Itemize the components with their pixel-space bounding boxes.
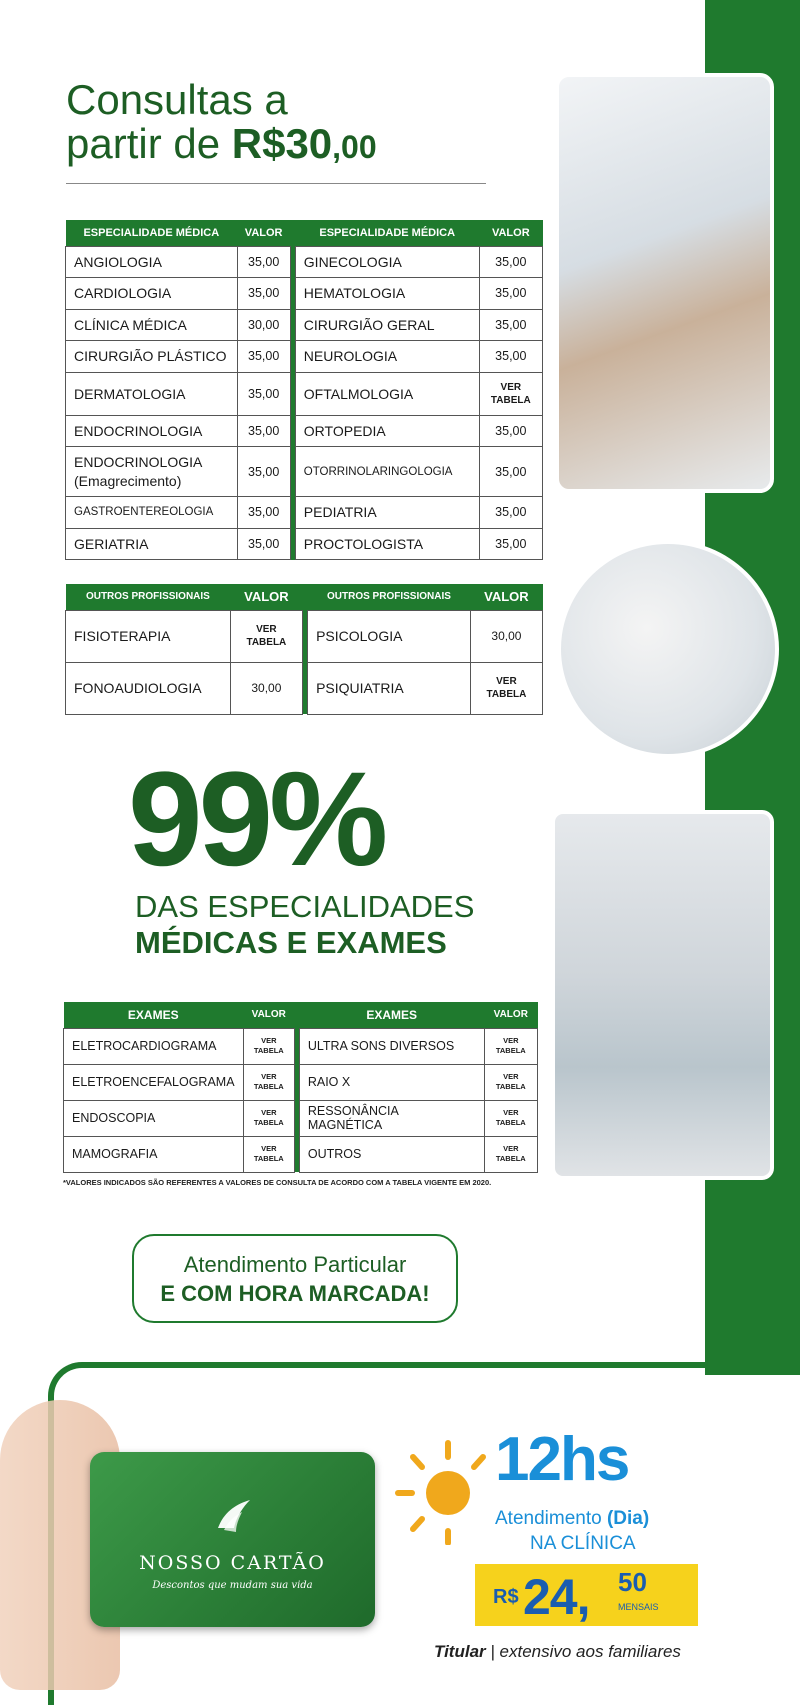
- value-cell: [243, 1136, 294, 1172]
- ver-tabela-label: VER TABELA: [246, 624, 287, 648]
- price-integer: 24,: [523, 1569, 590, 1625]
- table-row: [64, 1028, 538, 1064]
- exames-table: [63, 1002, 538, 1173]
- table-row: [64, 1136, 538, 1172]
- table-row: [66, 341, 543, 373]
- value-cell: 35,00: [479, 497, 542, 529]
- value-cell: 35,00: [479, 278, 542, 310]
- specialty-cell: GERIATRIA: [66, 528, 238, 560]
- exam-cell: RESSONÂNCIA MAGNÉTICA: [299, 1100, 484, 1136]
- value-cell: 35,00: [237, 372, 290, 415]
- exam-cell: RAIO X: [299, 1064, 484, 1100]
- appointment-badge: [132, 1234, 458, 1323]
- membership-card: [90, 1452, 375, 1627]
- value-cell: 30,00: [470, 610, 542, 662]
- exam-cell: ELETROCARDIOGRAMA: [64, 1028, 244, 1064]
- value-cell: 35,00: [237, 246, 290, 278]
- specialty-cell: GINECOLOGIA: [295, 246, 479, 278]
- title-cents: ,00: [332, 129, 377, 165]
- sun-icon: [388, 1435, 498, 1545]
- specialty-cell: CIRURGIÃO GERAL: [295, 309, 479, 341]
- profession-cell: FISIOTERAPIA: [66, 610, 231, 662]
- specialty-cell: DERMATOLOGIA: [66, 372, 238, 415]
- price-period: MENSAIS: [618, 1602, 659, 1612]
- title-line2: [66, 122, 377, 169]
- attendance-day: (Dia): [606, 1508, 650, 1529]
- col-header: EXAMES: [64, 1002, 244, 1028]
- ver-tabela-label: VER TABELA: [495, 1036, 526, 1055]
- highlight-percent: 99%: [128, 745, 385, 894]
- specialty-cell: PROCTOLOGISTA: [295, 528, 479, 560]
- appointment-line1: Atendimento Particular: [183, 1252, 407, 1277]
- value-cell: 35,00: [479, 528, 542, 560]
- plan-footer: Titular | extensivo aos familiares: [434, 1642, 681, 1661]
- specialty-cell: OTORRINOLARINGOLOGIA: [295, 447, 479, 497]
- value-cell: 35,00: [479, 341, 542, 373]
- price-tag: [475, 1564, 698, 1626]
- value-cell: [484, 1064, 537, 1100]
- value-cell: 35,00: [479, 415, 542, 447]
- specialty-cell: [66, 447, 238, 497]
- ver-tabela-label: VER TABELA: [495, 1108, 526, 1127]
- value-cell: 35,00: [237, 528, 290, 560]
- ver-tabela-label: VER TABELA: [495, 1144, 526, 1163]
- specialty-cell: CIRURGIÃO PLÁSTICO: [66, 341, 238, 373]
- table-row: [64, 1100, 538, 1136]
- specialty-cell: OFTALMOLOGIA: [295, 372, 479, 415]
- xray-exam-photo: [551, 810, 774, 1180]
- value-cell: [484, 1100, 537, 1136]
- value-cell: [243, 1028, 294, 1064]
- consultas-table: [65, 220, 543, 560]
- specialty-cell: HEMATOLOGIA: [295, 278, 479, 310]
- ver-tabela-label: VER TABELA: [253, 1108, 284, 1127]
- specialty-cell: CLÍNICA MÉDICA: [66, 309, 238, 341]
- col-header: VALOR: [479, 220, 542, 246]
- exam-cell: ULTRA SONS DIVERSOS: [299, 1028, 484, 1064]
- col-header: VALOR: [470, 584, 542, 610]
- hours-label: 12hs: [495, 1425, 629, 1494]
- profession-cell: FONOAUDIOLOGIA: [66, 662, 231, 714]
- highlight-line1: DAS ESPECIALIDADES: [135, 889, 475, 924]
- value-cell: 35,00: [237, 497, 290, 529]
- table-row: [66, 497, 543, 529]
- value-cell: 30,00: [237, 309, 290, 341]
- profession-cell: PSIQUIATRIA: [308, 662, 471, 714]
- table-row: [64, 1064, 538, 1100]
- value-cell: [484, 1028, 537, 1064]
- highlight-line2: MÉDICAS E EXAMES: [135, 925, 447, 960]
- doctor-writing-photo: [557, 540, 779, 758]
- value-cell: [484, 1136, 537, 1172]
- value-cell: 35,00: [479, 246, 542, 278]
- value-cell: 35,00: [237, 341, 290, 373]
- exam-cell: ELETROENCEFALOGRAMA: [64, 1064, 244, 1100]
- col-header: ESPECIALIDADE MÉDICA: [66, 220, 238, 246]
- col-header: VALOR: [230, 584, 302, 610]
- title-price: R$30: [231, 120, 333, 167]
- feather-logo-icon: [210, 1492, 256, 1538]
- ver-tabela-label: VER TABELA: [253, 1072, 284, 1091]
- specialty-cell: ORTOPEDIA: [295, 415, 479, 447]
- col-header: VALOR: [484, 1002, 537, 1028]
- location-label: NA CLÍNICA: [530, 1533, 636, 1554]
- table-row: [66, 610, 543, 662]
- value-cell: [479, 372, 542, 415]
- value-cell: [243, 1064, 294, 1100]
- value-cell: [230, 610, 302, 662]
- extends-label: extensivo aos familiares: [499, 1642, 681, 1661]
- col-header: VALOR: [237, 220, 290, 246]
- attendance-text: Atendimento: [495, 1508, 602, 1529]
- ver-tabela-label: VER TABELA: [253, 1144, 284, 1163]
- specialty-cell: PEDIATRIA: [295, 497, 479, 529]
- card-brand: NOSSO CARTÃO: [139, 1552, 326, 1574]
- handshake-photo: [555, 73, 774, 493]
- value-cell: 35,00: [479, 447, 542, 497]
- holder-label: Titular: [434, 1642, 486, 1661]
- exam-cell: OUTROS: [299, 1136, 484, 1172]
- attendance-label: [495, 1508, 649, 1530]
- table-row: [66, 278, 543, 310]
- value-cell: [243, 1100, 294, 1136]
- ver-tabela-label: VER TABELA: [490, 381, 531, 406]
- table-row: [66, 528, 543, 560]
- ver-tabela-label: VER TABELA: [253, 1036, 284, 1055]
- table-row: [66, 246, 543, 278]
- appointment-line2: E COM HORA MARCADA!: [160, 1281, 430, 1306]
- ver-tabela-label: VER TABELA: [495, 1072, 526, 1091]
- profession-cell: PSICOLOGIA: [308, 610, 471, 662]
- exam-cell: MAMOGRAFIA: [64, 1136, 244, 1172]
- col-header: OUTROS PROFISSIONAIS: [66, 584, 231, 610]
- table-row: [66, 415, 543, 447]
- specialty-cell: NEUROLOGIA: [295, 341, 479, 373]
- specialty-note: (Emagrecimento): [74, 472, 182, 489]
- col-header: OUTROS PROFISSIONAIS: [308, 584, 471, 610]
- specialty-cell: ENDOCRINOLOGIA: [66, 415, 238, 447]
- specialty-cell: CARDIOLOGIA: [66, 278, 238, 310]
- title-line1: Consultas a: [66, 76, 288, 123]
- table-row: [66, 309, 543, 341]
- outros-profissionais-table: [65, 584, 543, 715]
- col-header: VALOR: [243, 1002, 294, 1028]
- card-tagline: Descontos que mudam sua vida: [152, 1580, 313, 1591]
- col-header: EXAMES: [299, 1002, 484, 1028]
- value-cell: [470, 662, 542, 714]
- title-prefix: partir de: [66, 120, 232, 167]
- title-divider: [66, 183, 486, 184]
- value-cell: 35,00: [237, 447, 290, 497]
- price-decimal: 50: [618, 1567, 647, 1597]
- table-row: [66, 372, 543, 415]
- value-cell: 30,00: [230, 662, 302, 714]
- col-header: ESPECIALIDADE MÉDICA: [295, 220, 479, 246]
- price-currency: R$: [493, 1586, 519, 1608]
- specialty-cell: GASTROENTEREOLOGIA: [66, 497, 238, 529]
- specialty-cell: ANGIOLOGIA: [66, 246, 238, 278]
- value-cell: 35,00: [237, 415, 290, 447]
- value-cell: 35,00: [479, 309, 542, 341]
- page-title: [66, 78, 377, 169]
- value-cell: 35,00: [237, 278, 290, 310]
- disclaimer-note: *VALORES INDICADOS SÃO REFERENTES A VALORES DE CONSULTA DE ACORDO COM A TABELA VIGENTE EM 2020.: [63, 1178, 492, 1187]
- exam-cell: ENDOSCOPIA: [64, 1100, 244, 1136]
- specialty-name: ENDOCRINOLOGIA: [74, 453, 203, 470]
- table-row: [66, 662, 543, 714]
- table-row: [66, 447, 543, 497]
- ver-tabela-label: VER TABELA: [486, 676, 527, 700]
